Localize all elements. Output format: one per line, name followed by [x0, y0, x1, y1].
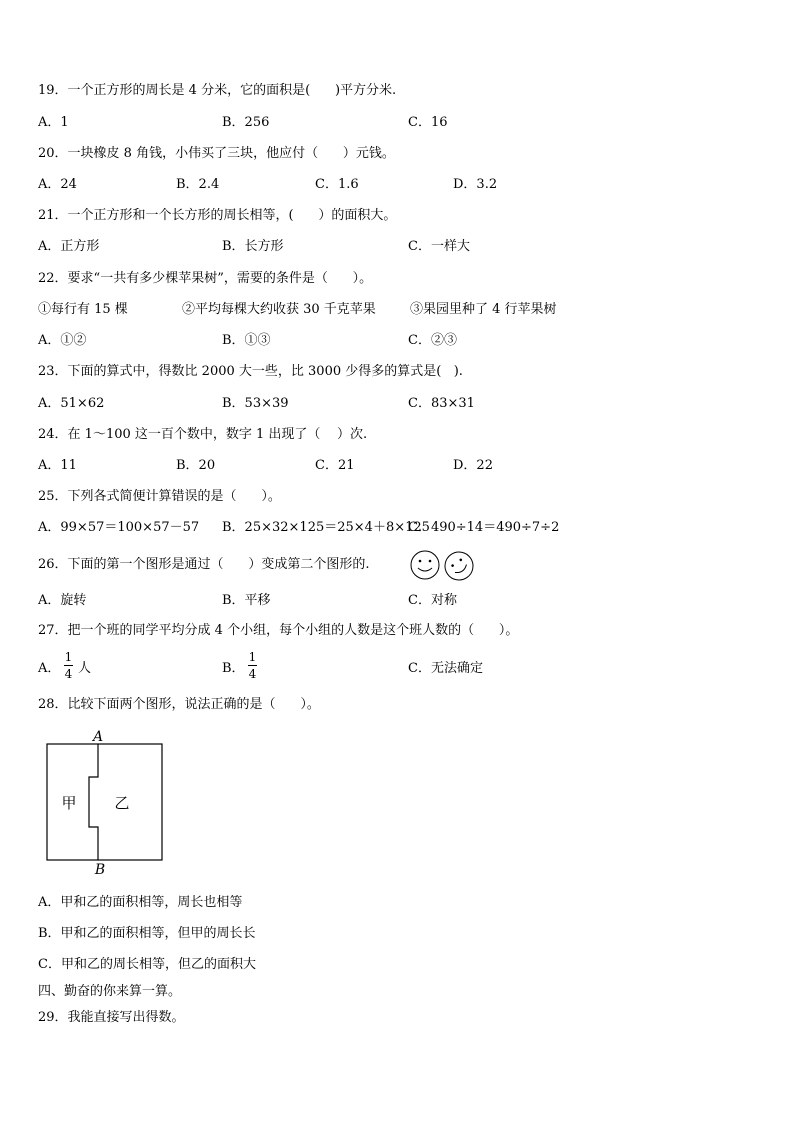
smiley-faces-figure	[408, 549, 478, 583]
q25-option-a[interactable]: A．99×57＝100×57－57	[38, 520, 200, 535]
smiley-face-original	[411, 551, 439, 579]
section-4-title: 四、勤奋的你来算一算。	[38, 984, 182, 999]
label-b: B	[94, 862, 106, 878]
fraction-denominator: 4	[64, 667, 73, 681]
q22-condition-2: ②平均每棵大约收获 30 千克苹果	[182, 302, 376, 317]
q23-option-b[interactable]: B．53×39	[222, 396, 289, 411]
q20-stem: 20．一块橡皮 8 角钱，小伟买了三块，他应付（ ）元钱。	[38, 146, 395, 161]
q24-option-b[interactable]: B．20	[176, 458, 216, 473]
fraction-numerator: 1	[64, 650, 73, 664]
label-a: A	[92, 729, 104, 745]
fraction-bar	[64, 665, 73, 666]
q26-option-a[interactable]: A．旋转	[38, 593, 87, 608]
q22-condition-1: ①每行有 15 棵	[38, 302, 128, 317]
q22-condition-3: ③果园里种了 4 行苹果树	[410, 302, 557, 317]
q22-option-c[interactable]: C．②③	[408, 333, 457, 348]
q25-option-b[interactable]: B．25×32×125＝25×4＋8×125	[222, 520, 430, 535]
q19-stem: 19．一个正方形的周长是 4 分米，它的面积是( )平方分米.	[38, 83, 397, 98]
smiley-face-rotated	[440, 549, 478, 583]
q20-option-b[interactable]: B．2.4	[176, 177, 220, 192]
q28-stem: 28．比较下面两个图形，说法正确的是（ ）。	[38, 697, 320, 712]
q27-option-c[interactable]: C．无法确定	[408, 661, 483, 676]
q20-option-d[interactable]: D．3.2	[453, 177, 498, 192]
q27-option-a-label[interactable]: A．	[38, 661, 61, 676]
q22-stem: 22．要求“一共有多少棵苹果树”，需要的条件是（ ）。	[38, 271, 373, 286]
fraction-bar	[248, 665, 257, 666]
q24-stem: 24．在 1～100 这一百个数中，数字 1 出现了（ ）次.	[38, 427, 368, 442]
q21-option-a[interactable]: A．正方形	[38, 239, 100, 254]
q27-option-b-fraction	[248, 650, 257, 681]
q26-option-c[interactable]: C．对称	[408, 593, 457, 608]
q21-option-b[interactable]: B．长方形	[222, 239, 284, 254]
q20-option-a[interactable]: A．24	[38, 177, 77, 192]
q24-option-a[interactable]: A．11	[38, 458, 77, 473]
q22-option-a[interactable]: A．①②	[38, 333, 87, 348]
q24-option-d[interactable]: D．22	[453, 458, 493, 473]
q27-option-a-fraction	[64, 650, 73, 681]
q21-option-c[interactable]: C．一样大	[408, 239, 470, 254]
q19-option-c[interactable]: C．16	[408, 115, 448, 130]
q24-option-c[interactable]: C．21	[315, 458, 355, 473]
label-yi: 乙	[114, 794, 130, 812]
q19-option-b[interactable]: B．256	[222, 115, 270, 130]
dividing-line	[89, 744, 98, 860]
q19-option-a[interactable]: A．1	[38, 115, 69, 130]
q23-option-a[interactable]: A．51×62	[38, 396, 105, 411]
q28-option-a[interactable]: A．甲和乙的面积相等，周长也相等	[38, 895, 243, 910]
q27-option-b-label[interactable]: B．	[222, 661, 245, 676]
q28-option-c[interactable]: C．甲和乙的周长相等，但乙的面积大	[38, 957, 256, 972]
q28-option-b[interactable]: B．甲和乙的面积相等，但甲的周长长	[38, 926, 256, 941]
fraction-denominator: 4	[248, 667, 257, 681]
q26-stem: 26．下面的第一个图形是通过（ ）变成第二个图形的.	[38, 557, 370, 572]
q21-stem: 21．一个正方形和一个长方形的周长相等，( ）的面积大。	[38, 208, 397, 223]
q23-stem: 23．下面的算式中，得数比 2000 大一些，比 3000 少得多的算式是( ).	[38, 364, 463, 379]
q23-option-c[interactable]: C．83×31	[408, 396, 475, 411]
fraction-numerator: 1	[248, 650, 257, 664]
q25-option-c[interactable]: C．490÷14＝490÷7÷2	[408, 520, 560, 535]
q25-stem: 25．下列各式简便计算错误的是（ ）。	[38, 489, 281, 504]
q27-stem: 27．把一个班的同学平均分成 4 个小组，每个小组的人数是这个班人数的（ ）。	[38, 623, 519, 638]
q27-option-a-unit: 人	[78, 661, 92, 676]
q28-figure	[40, 726, 170, 878]
q26-option-b[interactable]: B．平移	[222, 593, 271, 608]
q20-option-c[interactable]: C．1.6	[315, 177, 359, 192]
q29-stem: 29．我能直接写出得数。	[38, 1010, 185, 1025]
q22-option-b[interactable]: B．①③	[222, 333, 271, 348]
label-jia: 甲	[61, 794, 77, 812]
